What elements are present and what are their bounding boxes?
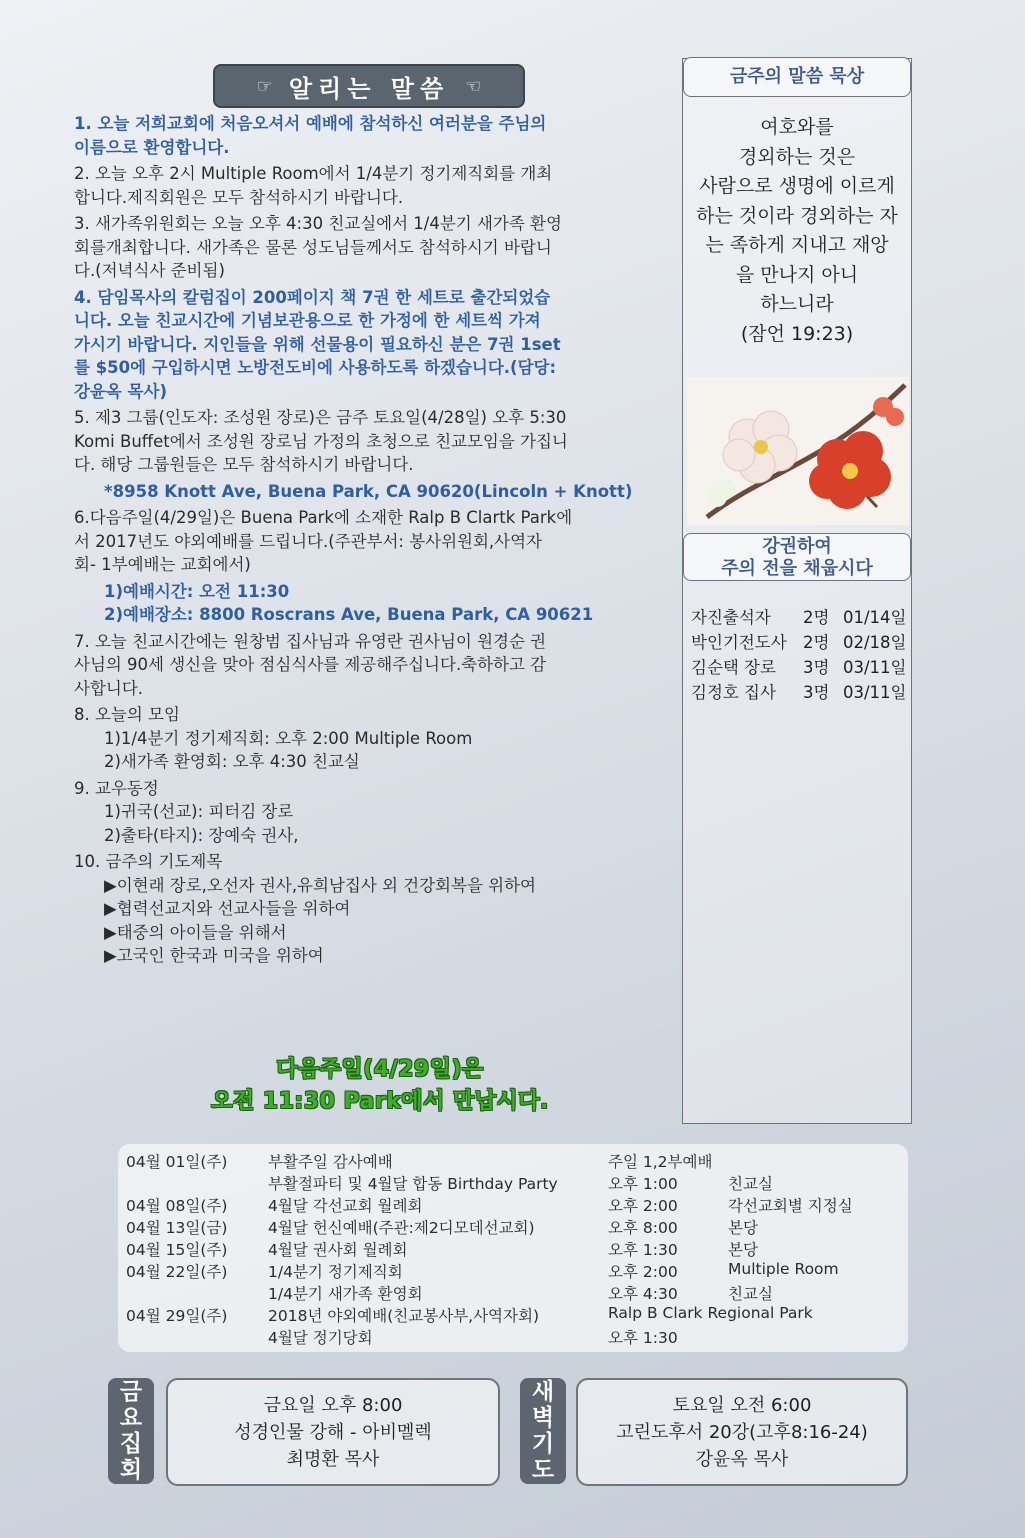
verse-line: 하는 것이라 경외하는 자 — [696, 204, 898, 227]
evangelism-row — [691, 655, 907, 680]
notice-line: 사합니다. — [74, 678, 144, 698]
bible-verse — [687, 113, 907, 349]
schedule-place: 본당 — [728, 1219, 758, 1237]
schedule-time: 주일 1,2부예배 — [608, 1153, 713, 1171]
notice-line: 합니다.제직회원은 모두 참석하시기 바랍니다. — [74, 187, 404, 207]
right-column — [682, 58, 912, 1124]
dawn-time: 토요일 오전 6:00 — [672, 1394, 812, 1416]
schedule-time: 오후 1:30 — [608, 1329, 678, 1347]
notice-7 — [74, 630, 674, 701]
schedule-event: 부활주일 감사예배 — [268, 1153, 393, 1171]
schedule-event: 4월달 정기당회 — [268, 1329, 373, 1347]
evangelist-name: 김정호 집사 — [691, 683, 776, 702]
friday-gathering-box — [166, 1378, 500, 1486]
notice-line: 9. 교우동정 — [74, 778, 159, 798]
tab-char: 기 — [531, 1431, 555, 1457]
hand-pointing-left-icon: ☜ — [465, 75, 482, 97]
notice-line: Komi Buffet에서 조성원 장로님 가정의 초청으로 친교모임을 가집니 — [74, 431, 568, 451]
tab-char: 요 — [119, 1405, 143, 1431]
evangelism-count: 2명 — [803, 608, 830, 627]
announcement-line: 오전 11:30 Park에서 만납시다. — [211, 1089, 549, 1114]
worship-place: 2)예배장소: 8800 Roscrans Ave, Buena Park, CA 90621 — [104, 605, 594, 624]
notice-line: 1. 오늘 저희교회에 처음오셔서 예배에 참석하신 여러분을 주님의 — [74, 114, 547, 133]
evangelism-row — [691, 680, 907, 705]
notice-3 — [74, 212, 674, 283]
monthly-schedule — [118, 1144, 908, 1352]
meditation-title: 금주의 말씀 묵상 — [683, 57, 911, 97]
notice-line: 6.다음주일(4/29일)은 Buena Park에 소재한 Ralp B Clartk Park에 — [74, 508, 573, 527]
schedule-date: 04월 29일(주) — [126, 1307, 228, 1325]
tab-char: 금 — [119, 1379, 143, 1405]
notice-line: 8. 오늘의 모임 — [74, 705, 180, 724]
member-news-item: 2)출타(타지): 장예숙 권사, — [104, 825, 299, 845]
tab-char: 도 — [531, 1457, 555, 1483]
notices-list — [74, 112, 674, 971]
notice-6 — [74, 506, 674, 577]
schedule-event: 1/4분기 새가족 환영회 — [268, 1285, 423, 1303]
tab-char: 집 — [119, 1431, 143, 1457]
meeting-item: 1)1/4분기 정기제직회: 오후 2:00 Multiple Room — [104, 728, 473, 748]
schedule-date: 04월 22일(주) — [126, 1263, 228, 1281]
schedule-event: 4월달 헌신예배(주관:제2디모데선교회) — [268, 1219, 535, 1237]
evangelism-date: 03/11일 — [843, 683, 907, 702]
notices-header — [213, 64, 525, 108]
prayer-item: ▶태중의 아이들을 위해서 — [104, 922, 287, 942]
tab-char: 회 — [119, 1457, 143, 1483]
verse-reference: (잠언 19:23) — [740, 322, 854, 345]
notice-5-address: *8958 Knott Ave, Buena Park, CA 90620(Lincoln + Knott) — [104, 481, 633, 501]
verse-line: 경외하는 것은 — [738, 145, 856, 168]
verse-line: 여호와를 — [760, 116, 834, 138]
notice-line: 이름으로 환영합니다. — [74, 137, 230, 157]
friday-topic: 성경인물 강해 - 아비멜렉 — [234, 1421, 432, 1443]
evangelism-list — [691, 605, 907, 705]
verse-line: 을 만나지 아니 — [735, 263, 859, 286]
verse-line: 사람으로 생명에 이르게 — [699, 175, 895, 197]
dawn-prayer-tab — [520, 1378, 566, 1484]
prayer-item: ▶협력선교지와 선교사들을 위하여 — [104, 899, 351, 918]
notice-line: 서 2017년도 야외예배를 드립니다.(주관부서: 봉사위원회,사역자 — [74, 531, 542, 551]
tab-char: 새 — [531, 1379, 555, 1405]
schedule-date: 04월 15일(주) — [126, 1241, 228, 1259]
schedule-event: 1/4분기 정기제직회 — [268, 1263, 403, 1281]
notice-8 — [74, 703, 674, 774]
evangelist-name: 박인기전도사 — [691, 633, 787, 652]
evangelism-count: 3명 — [803, 683, 830, 702]
schedule-time: 오후 2:00 — [608, 1197, 678, 1215]
encourage-title-line: 강권하여 — [762, 536, 832, 557]
evangelism-row — [691, 605, 907, 630]
schedule-place: 친교실 — [728, 1285, 773, 1303]
notice-line: 를 $50에 구입하시면 노방전도비에 사용하도록 하겠습니다.(담당: — [74, 358, 557, 377]
schedule-time: 오후 1:00 — [608, 1175, 678, 1193]
schedule-time: 오후 4:30 — [608, 1285, 678, 1303]
notice-line: 4. 담임목사의 칼럼집이 200페이지 책 7권 한 세트로 출간되었습 — [74, 287, 551, 307]
schedule-time: Ralp B Clark Regional Park — [608, 1304, 813, 1322]
notice-line: 2. 오늘 오후 2시 Multiple Room에서 1/4분기 정기제직회를 개최 — [74, 164, 553, 183]
notice-6-details — [74, 580, 674, 627]
evangelist-name: 김순택 장로 — [691, 658, 776, 677]
notice-line: 다. 해당 그룹원들은 모두 참석하시기 바랍니다. — [74, 455, 414, 474]
evangelism-date: 03/11일 — [843, 658, 907, 677]
hand-pointing-right-icon: ☞ — [256, 75, 273, 97]
notice-5 — [74, 406, 674, 477]
dawn-prayer-box — [576, 1378, 908, 1486]
dawn-topic: 고린도후서 20강(고후8:16-24) — [616, 1421, 868, 1443]
schedule-event: 2018년 야외예배(친교봉사부,사역자회) — [268, 1307, 540, 1325]
prayer-item: ▶고국인 한국과 미국을 위하여 — [104, 946, 324, 965]
friday-gathering-tab — [108, 1378, 154, 1484]
schedule-place: 각선교회별 지정실 — [728, 1197, 853, 1215]
schedule-place: Multiple Room — [728, 1260, 839, 1278]
schedule-date: 04월 13일(금) — [126, 1219, 228, 1237]
encourage-title — [683, 533, 911, 581]
schedule-event: 부활절파티 및 4월달 합동 Birthday Party — [268, 1175, 558, 1193]
evangelism-count: 2명 — [803, 633, 830, 652]
schedule-date: 04월 01일(주) — [126, 1153, 228, 1171]
schedule-time: 오후 1:30 — [608, 1241, 678, 1259]
notice-line: 다.(저녁식사 준비됨) — [74, 261, 225, 280]
notice-4 — [74, 286, 674, 404]
meeting-item: 2)새가족 환영회: 오후 4:30 친교실 — [104, 752, 360, 771]
notice-9 — [74, 777, 674, 848]
schedule-place: 친교실 — [728, 1175, 773, 1193]
schedule-event: 4월달 각선교회 월례회 — [268, 1197, 423, 1215]
evangelism-row — [691, 630, 907, 655]
schedule-date: 04월 08일(주) — [126, 1197, 228, 1215]
notice-1 — [74, 112, 674, 159]
next-sunday-announcement — [120, 1054, 640, 1118]
evangelist-name: 자진출석자 — [691, 608, 771, 627]
friday-time: 금요일 오후 8:00 — [263, 1394, 403, 1416]
notice-line: 7. 오늘 친교시간에는 원창범 집사님과 유영란 권사님이 원경순 권 — [74, 631, 547, 651]
notice-line: 5. 제3 그룹(인도자: 조성원 장로)은 금주 토요일(4/28일) 오후 5:30 — [74, 408, 567, 427]
schedule-time: 오후 2:00 — [608, 1263, 678, 1281]
notices-title: 알리는 말씀 — [288, 74, 450, 103]
member-news-item: 1)귀국(선교): 피터김 장로 — [104, 802, 294, 821]
schedule-event: 4월달 권사회 월례회 — [268, 1241, 408, 1259]
notice-line: 가시기 바랍니다. 지인들을 위해 선물용이 필요하신 분은 7권 1set — [74, 334, 561, 354]
notice-line: 회- 1부예배는 교회에서) — [74, 555, 251, 574]
schedule-time: 오후 8:00 — [608, 1219, 678, 1237]
worship-time: 1)예배시간: 오전 11:30 — [104, 581, 290, 601]
encourage-title-line: 주의 전을 채웁시다 — [721, 558, 873, 579]
notice-line: 3. 새가족위원회는 오늘 오후 4:30 친교실에서 1/4분기 새가족 환영 — [74, 214, 562, 233]
evangelism-count: 3명 — [803, 658, 830, 677]
announcement-line: 다음주일(4/29일)은 — [276, 1057, 484, 1082]
notice-line: 사님의 90세 생신을 맞아 점심식사를 제공해주십니다.축하하고 감 — [74, 655, 547, 674]
notice-line: 니다. 오늘 친교시간에 기념보관용으로 한 가정에 한 세트씩 가져 — [74, 311, 541, 330]
notice-line: 강윤옥 목사) — [74, 381, 167, 401]
schedule-place: 본당 — [728, 1241, 758, 1259]
evangelism-date: 01/14일 — [843, 608, 907, 627]
verse-line: 하느니라 — [760, 293, 834, 315]
verse-line: 는 족하게 지내고 재앙 — [705, 234, 889, 256]
quince-blossom-photo — [687, 377, 909, 525]
notice-line: 10. 금주의 기도제목 — [74, 852, 223, 871]
notice-line: 회를개최합니다. 새가족은 물론 성도님들께서도 참석하시기 바랍니 — [74, 237, 552, 257]
tab-char: 벽 — [531, 1405, 555, 1431]
dawn-speaker: 강윤옥 목사 — [695, 1448, 789, 1470]
notice-2 — [74, 162, 674, 209]
prayer-item: ▶이현래 장로,오선자 권사,유희남집사 외 건강회복을 위하여 — [104, 875, 536, 895]
friday-speaker: 최명환 목사 — [286, 1448, 380, 1470]
notice-10 — [74, 850, 674, 968]
evangelism-date: 02/18일 — [843, 633, 907, 652]
